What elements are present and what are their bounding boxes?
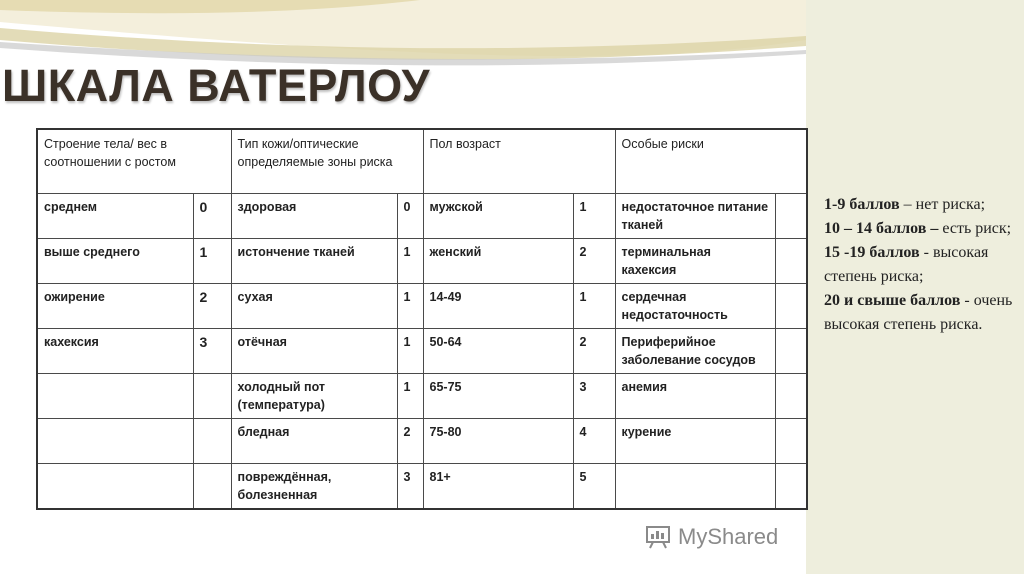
cell-points: 2 [573, 329, 615, 374]
cell-points [193, 464, 231, 510]
cell-label: 50-64 [423, 329, 573, 374]
cell-label [615, 464, 775, 510]
table-row [37, 464, 807, 510]
cell-points: 2 [573, 239, 615, 284]
legend-desc: - очень высокая степень риска. [824, 292, 1013, 333]
cell-label: курение [615, 419, 775, 464]
watermark-text: MyShared [678, 524, 779, 549]
cell-points: 1 [193, 239, 231, 284]
legend-desc: – нет риска; [899, 196, 986, 213]
cell-label: женский [423, 239, 573, 284]
cell-points: 1 [573, 194, 615, 239]
cell-label: кахексия [37, 329, 193, 374]
cell-points: 3 [397, 464, 423, 510]
cell-label: 75-80 [423, 419, 573, 464]
cell-points: 1 [573, 284, 615, 329]
legend-desc: есть риск; [938, 220, 1012, 237]
legend-line [824, 193, 1014, 217]
cell-label [37, 374, 193, 419]
cell-points: 1 [397, 239, 423, 284]
table-row [37, 194, 807, 239]
header-cell: Пол возраст [423, 129, 615, 194]
cell-points: 1 [397, 284, 423, 329]
legend-line [824, 217, 1014, 241]
cell-label [37, 419, 193, 464]
myshared-logo-icon [646, 525, 672, 549]
cell-label: выше среднего [37, 239, 193, 284]
legend-desc: - высокая степень риска; [824, 244, 989, 285]
cell-points [775, 374, 807, 419]
cell-label [37, 464, 193, 510]
legend-range: 15 -19 баллов [824, 244, 920, 261]
cell-points [775, 239, 807, 284]
cell-label: Периферийное заболевание сосудов [615, 329, 775, 374]
cell-label: мужской [423, 194, 573, 239]
header-cell: Тип кожи/оптические определяемые зоны риска [231, 129, 423, 194]
table-row [37, 284, 807, 329]
cell-points: 2 [193, 284, 231, 329]
table-header-row [37, 129, 807, 194]
cell-label: холодный пот (температура) [231, 374, 397, 419]
cell-points: 3 [573, 374, 615, 419]
header-cell: Особые риски [615, 129, 807, 194]
cell-points [775, 329, 807, 374]
cell-label: 65-75 [423, 374, 573, 419]
cell-points [193, 419, 231, 464]
cell-points [193, 374, 231, 419]
cell-points [775, 419, 807, 464]
legend-line [824, 241, 1014, 289]
cell-label: повреждённая, болезненная [231, 464, 397, 510]
slide-title: ШКАЛА ВАТЕРЛОУ [2, 60, 430, 111]
cell-label: среднем [37, 194, 193, 239]
cell-label: бледная [231, 419, 397, 464]
table-row [37, 419, 807, 464]
cell-points [775, 284, 807, 329]
cell-points: 5 [573, 464, 615, 510]
cell-points: 4 [573, 419, 615, 464]
score-legend [824, 193, 1014, 337]
cell-points: 3 [193, 329, 231, 374]
cell-points: 1 [397, 374, 423, 419]
cell-points: 1 [397, 329, 423, 374]
table-row [37, 239, 807, 284]
table-row [37, 374, 807, 419]
cell-label: сухая [231, 284, 397, 329]
legend-line [824, 289, 1014, 337]
cell-label: недостаточное питание тканей [615, 194, 775, 239]
cell-label: истончение тканей [231, 239, 397, 284]
cell-points: 0 [193, 194, 231, 239]
header-cell: Строение тела/ вес в соотношении с ростом [37, 129, 231, 194]
cell-points [775, 194, 807, 239]
table-row [37, 329, 807, 374]
cell-label: 81+ [423, 464, 573, 510]
waterlow-table [36, 128, 808, 510]
legend-range: 20 и свыше баллов [824, 292, 961, 309]
cell-label: ожирение [37, 284, 193, 329]
legend-range: 1-9 баллов [824, 196, 900, 213]
cell-label: 14-49 [423, 284, 573, 329]
legend-range: 10 – 14 баллов – [824, 220, 939, 237]
cell-points: 2 [397, 419, 423, 464]
cell-points [775, 464, 807, 510]
cell-label: анемия [615, 374, 775, 419]
cell-label: отёчная [231, 329, 397, 374]
myshared-watermark [646, 524, 778, 550]
cell-label: сердечная недостаточность [615, 284, 775, 329]
cell-label: терминальная кахексия [615, 239, 775, 284]
cell-points: 0 [397, 194, 423, 239]
cell-label: здоровая [231, 194, 397, 239]
